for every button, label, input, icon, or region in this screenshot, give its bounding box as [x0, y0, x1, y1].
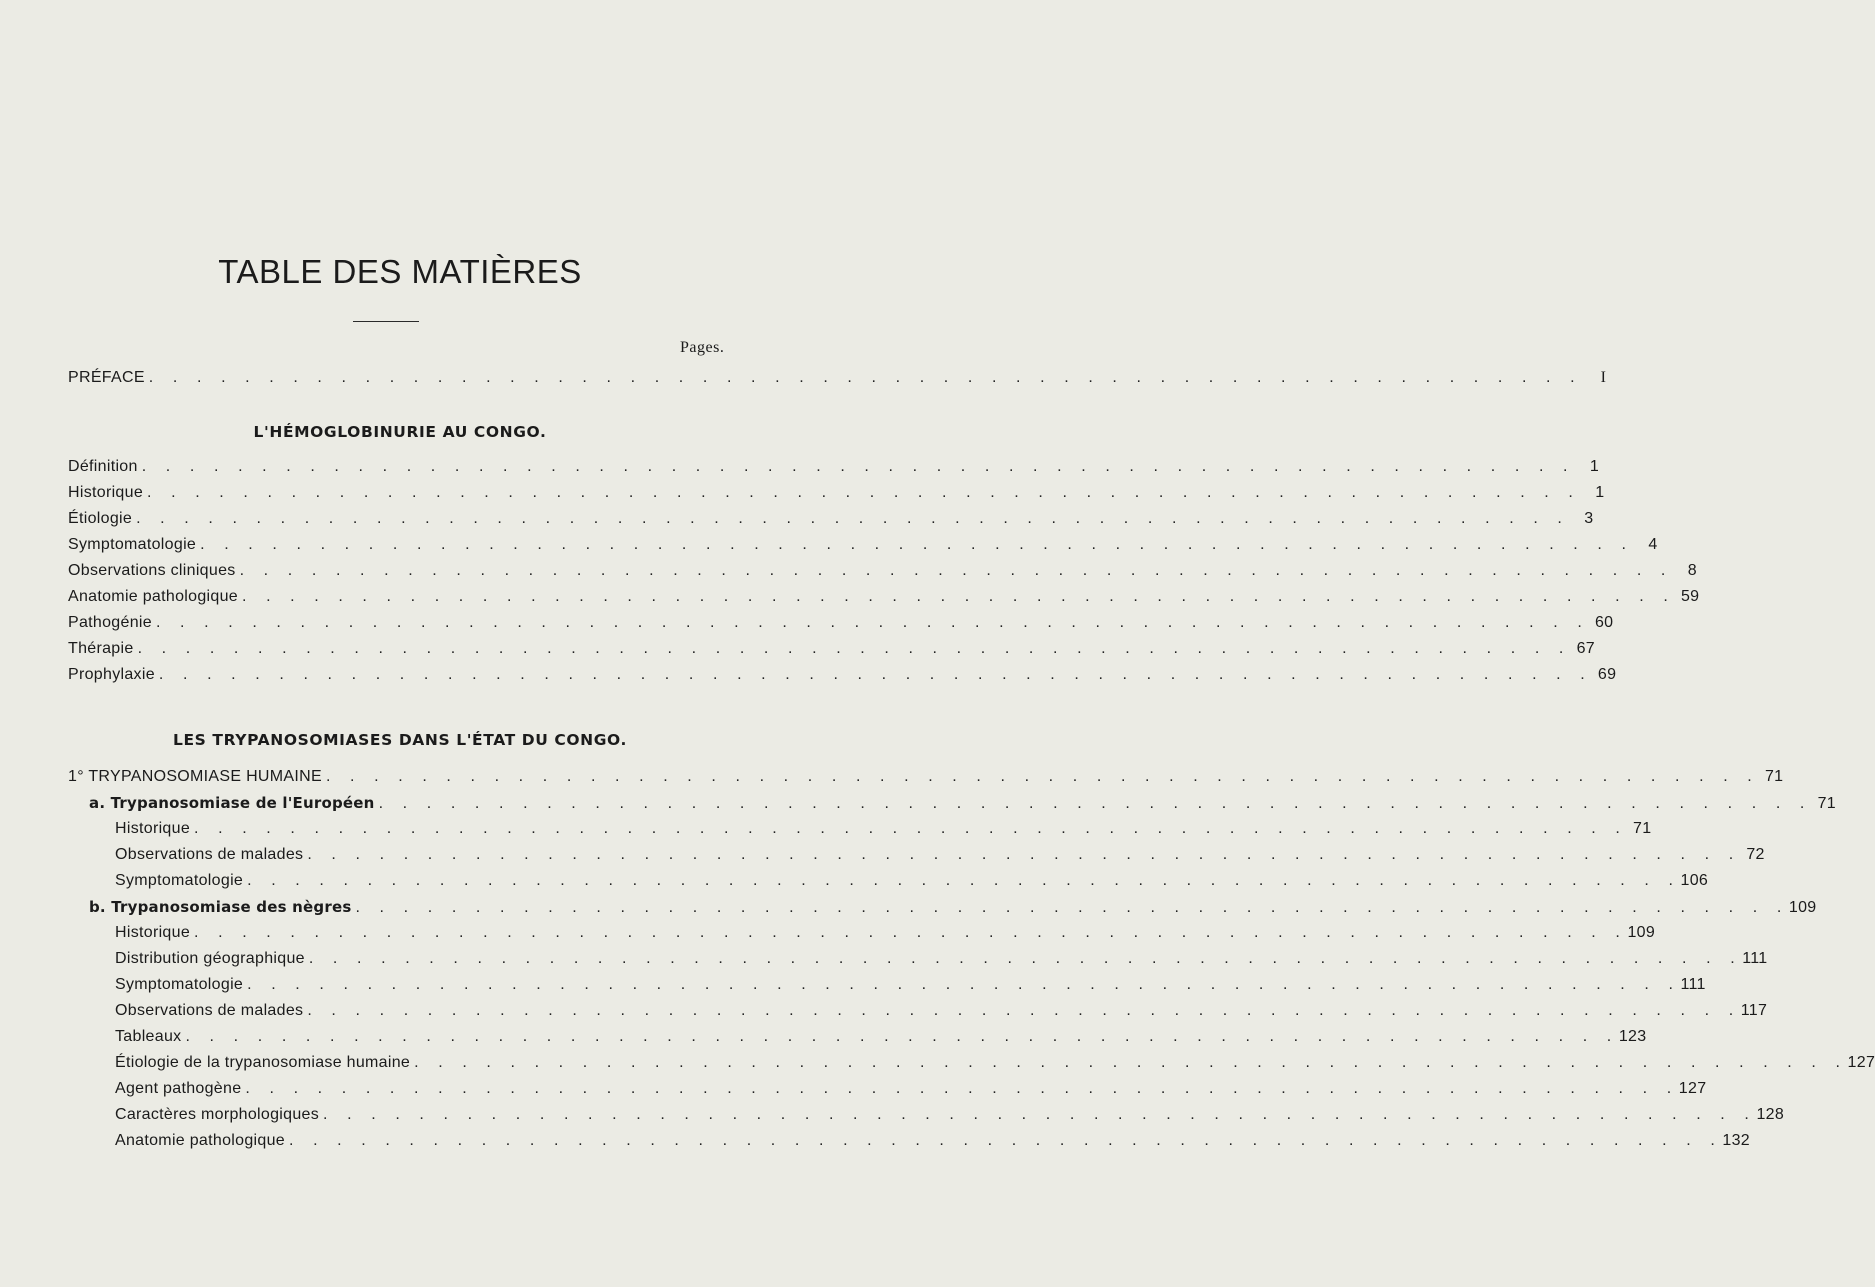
dot-leader: . . . . . . . . . . . . . . . . . . . . . . . . . . . . . . . . . . . . . . . . . . . . . . . . . . . . . . . . . . . .: [141, 458, 1576, 475]
toc-entry: [115, 846, 1765, 868]
toc-entry-label: Symptomatologie: [115, 976, 244, 993]
toc-entry-label: Prophylaxie: [68, 666, 155, 683]
toc-entry-page: 59: [1680, 588, 1700, 605]
toc-entry: [68, 484, 1605, 506]
toc-entry: [68, 666, 1617, 688]
toc-entry-page: 3: [1584, 510, 1594, 527]
toc-entry: [115, 1106, 1785, 1128]
toc-entry-page: 111: [1742, 950, 1768, 967]
toc-entry: [115, 1002, 1768, 1024]
toc-entry-page: 71: [1633, 820, 1652, 837]
toc-entry-page: 111: [1680, 976, 1706, 993]
dot-leader: . . . . . . . . . . . . . . . . . . . . . . . . . . . . . . . . . . . . . . . . . . . . . . . . . . . . . . . . . . . .: [137, 640, 1571, 657]
toc-entry-page: 69: [1597, 666, 1617, 683]
dot-leader: . . . . . . . . . . . . . . . . . . . . . . . . . . . . . . . . . . . . . . . . . . . . . . . . . . . . . . . . . . . .: [247, 976, 1681, 993]
dot-leader: . . . . . . . . . . . . . . . . . . . . . . . . . . . . . . . . . . . . . . . . . . . . . . . . . . . . . . . . . . . .: [200, 536, 1634, 553]
toc-entry-page: 106: [1680, 872, 1709, 889]
dot-leader: . . . . . . . . . . . . . . . . . . . . . . . . . . . . . . . . . . . . . . . . . . . . . . . . . . . . . . . . . . . .: [307, 1002, 1741, 1019]
toc-entry: [68, 640, 1595, 662]
dot-leader: . . . . . . . . . . . . . . . . . . . . . . . . . . . . . . . . . . . . . . . . . . . . . . . . . . . . . . . . . . . .: [355, 899, 1789, 916]
title-rule: [353, 321, 419, 322]
toc-entry-page: 127: [1847, 1054, 1875, 1071]
toc-entry-label: b. Trypanosomiase des nègres: [89, 898, 352, 916]
toc-entry-page: 1: [1589, 458, 1600, 475]
dot-leader: . . . . . . . . . . . . . . . . . . . . . . . . . . . . . . . . . . . . . . . . . . . . . . . . . . . . . . . . . . . .: [245, 1080, 1679, 1097]
toc-entry-label: Agent pathogène: [115, 1080, 242, 1097]
toc-entry-page: 71: [1764, 768, 1784, 785]
toc-entry: [115, 1054, 1875, 1076]
toc-entry: [89, 794, 1836, 816]
dot-leader: . . . . . . . . . . . . . . . . . . . . . . . . . . . . . . . . . . . . . . . . . . . . . . . . . . . . . . . . . . . .: [414, 1054, 1848, 1071]
toc-entry: [68, 768, 1784, 790]
toc-entry-label: 1° TRYPANOSOMIASE HUMAINE: [68, 768, 322, 785]
toc-entry-preface: [68, 369, 1607, 391]
toc-entry-label: Définition: [68, 458, 138, 475]
toc-entry: [89, 898, 1817, 920]
toc-entry-label: Historique: [115, 820, 191, 837]
dot-leader: . . . . . . . . . . . . . . . . . . . . . . . . . . . . . . . . . . . . . . . . . . . . . . . . . . . . . . . . . . . .: [155, 614, 1590, 631]
toc-entry-label: Pathogénie: [68, 614, 152, 631]
toc-entry-label: PRÉFACE: [68, 369, 145, 386]
toc-entry-label: Étiologie: [68, 510, 133, 527]
section-heading-trypanosomiases: LES TRYPANOSOMIASES DANS L'ÉTAT DU CONGO.: [173, 731, 627, 749]
dot-leader: . . . . . . . . . . . . . . . . . . . . . . . . . . . . . . . . . . . . . . . . . . . . . . . . . . . . . . . . . . . .: [307, 846, 1741, 863]
dot-leader: . . . . . . . . . . . . . . . . . . . . . . . . . . . . . . . . . . . . . . . . . . . . . . . . . . . . . . . . . . . .: [194, 820, 1628, 837]
toc-entry-page: I: [1600, 369, 1607, 386]
dot-leader: . . . . . . . . . . . . . . . . . . . . . . . . . . . . . . . . . . . . . . . . . . . . . . . . . . . . . . . . . . . .: [378, 795, 1812, 812]
toc-entry-label: Caractères morphologiques: [115, 1106, 320, 1123]
toc-entry-label: Symptomatologie: [115, 872, 244, 889]
toc-entry-page: 132: [1722, 1132, 1750, 1149]
toc-entry-page: 60: [1594, 614, 1614, 631]
toc-entry-label: Étiologie de la trypanosomiase humaine: [115, 1054, 411, 1071]
section-heading-hemoglobinurie: L'HÉMOGLOBINURIE AU CONGO.: [253, 423, 547, 441]
toc-entry-page: 4: [1648, 536, 1658, 553]
toc-entry-label: Tableaux: [115, 1028, 182, 1045]
toc-entry-page: 72: [1746, 846, 1765, 863]
toc-entry: [68, 614, 1614, 636]
dot-leader: . . . . . . . . . . . . . . . . . . . . . . . . . . . . . . . . . . . . . . . . . . . . . . . . . . . . . . . . . . . .: [136, 510, 1570, 527]
dot-leader: . . . . . . . . . . . . . . . . . . . . . . . . . . . . . . . . . . . . . . . . . . . . . . . . . . . . . . . . . . . .: [185, 1028, 1619, 1045]
toc-entry: [68, 536, 1658, 558]
toc-entry-page: 117: [1740, 1002, 1768, 1019]
dot-leader: . . . . . . . . . . . . . . . . . . . . . . . . . . . . . . . . . . . . . . . . . . . . . . . . . . . . . . . . . . . .: [148, 369, 1583, 386]
dot-leader: . . . . . . . . . . . . . . . . . . . . . . . . . . . . . . . . . . . . . . . . . . . . . . . . . . . . . . . . . . . .: [241, 588, 1676, 605]
toc-entry-page: 123: [1618, 1028, 1647, 1045]
toc-entry-page: 71: [1817, 795, 1836, 812]
toc-entry: [115, 820, 1652, 842]
toc-entry-label: Anatomie pathologique: [68, 588, 238, 605]
toc-entry-label: Observations de malades: [115, 1002, 304, 1019]
toc-entry-page: 128: [1756, 1106, 1785, 1123]
toc-entry: [68, 510, 1594, 532]
toc-entry-page: 8: [1687, 562, 1697, 579]
toc-entry-page: 127: [1678, 1080, 1707, 1097]
toc-entry-label: Observations cliniques: [68, 562, 236, 579]
toc-entry: [115, 1080, 1707, 1102]
toc-entry-page: 67: [1576, 640, 1595, 657]
dot-leader: . . . . . . . . . . . . . . . . . . . . . . . . . . . . . . . . . . . . . . . . . . . . . . . . . . . . . . . . . . . .: [308, 950, 1743, 967]
toc-entry: [115, 976, 1706, 998]
toc-entry: [68, 458, 1600, 480]
dot-leader: . . . . . . . . . . . . . . . . . . . . . . . . . . . . . . . . . . . . . . . . . . . . . . . . . . . . . . . . . . . .: [239, 562, 1673, 579]
dot-leader: . . . . . . . . . . . . . . . . . . . . . . . . . . . . . . . . . . . . . . . . . . . . . . . . . . . . . . . . . . . .: [323, 1106, 1757, 1123]
toc-entry-label: Observations de malades: [115, 846, 304, 863]
toc-entry-label: Historique: [115, 924, 191, 941]
toc-entry-label: a. Trypanosomiase de l'Européen: [89, 794, 375, 812]
toc-entry-label: Thérapie: [68, 640, 134, 657]
toc-entry: [68, 562, 1697, 584]
dot-leader: . . . . . . . . . . . . . . . . . . . . . . . . . . . . . . . . . . . . . . . . . . . . . . . . . . . . . . . . . . . .: [288, 1132, 1723, 1149]
toc-entry: [115, 872, 1709, 894]
toc-entry: [68, 588, 1700, 610]
toc-entry-label: Distribution géographique: [115, 950, 305, 967]
dot-leader: . . . . . . . . . . . . . . . . . . . . . . . . . . . . . . . . . . . . . . . . . . . . . . . . . . . . . . . . . . . .: [325, 768, 1760, 785]
dot-leader: . . . . . . . . . . . . . . . . . . . . . . . . . . . . . . . . . . . . . . . . . . . . . . . . . . . . . . . . . . . .: [158, 666, 1593, 683]
dot-leader: . . . . . . . . . . . . . . . . . . . . . . . . . . . . . . . . . . . . . . . . . . . . . . . . . . . . . . . . . . . .: [194, 924, 1628, 941]
toc-entry-page: 109: [1788, 899, 1817, 916]
toc-entry: [115, 950, 1768, 972]
toc-entry-label: Anatomie pathologique: [115, 1132, 285, 1149]
toc-entry-page: 1: [1595, 484, 1605, 501]
dot-leader: . . . . . . . . . . . . . . . . . . . . . . . . . . . . . . . . . . . . . . . . . . . . . . . . . . . . . . . . . . . .: [247, 872, 1681, 889]
dot-leader: . . . . . . . . . . . . . . . . . . . . . . . . . . . . . . . . . . . . . . . . . . . . . . . . . . . . . . . . . . . .: [147, 484, 1581, 501]
toc-entry-page: 109: [1627, 924, 1656, 941]
toc-entry: [115, 1132, 1750, 1154]
toc-entry: [115, 1028, 1647, 1050]
toc-entry-label: Symptomatologie: [68, 536, 197, 553]
page-title: TABLE DES MATIÈRES: [218, 253, 582, 290]
toc-entry: [115, 924, 1656, 946]
pages-column-label: Pages.: [680, 339, 725, 356]
toc-entry-label: Historique: [68, 484, 144, 501]
